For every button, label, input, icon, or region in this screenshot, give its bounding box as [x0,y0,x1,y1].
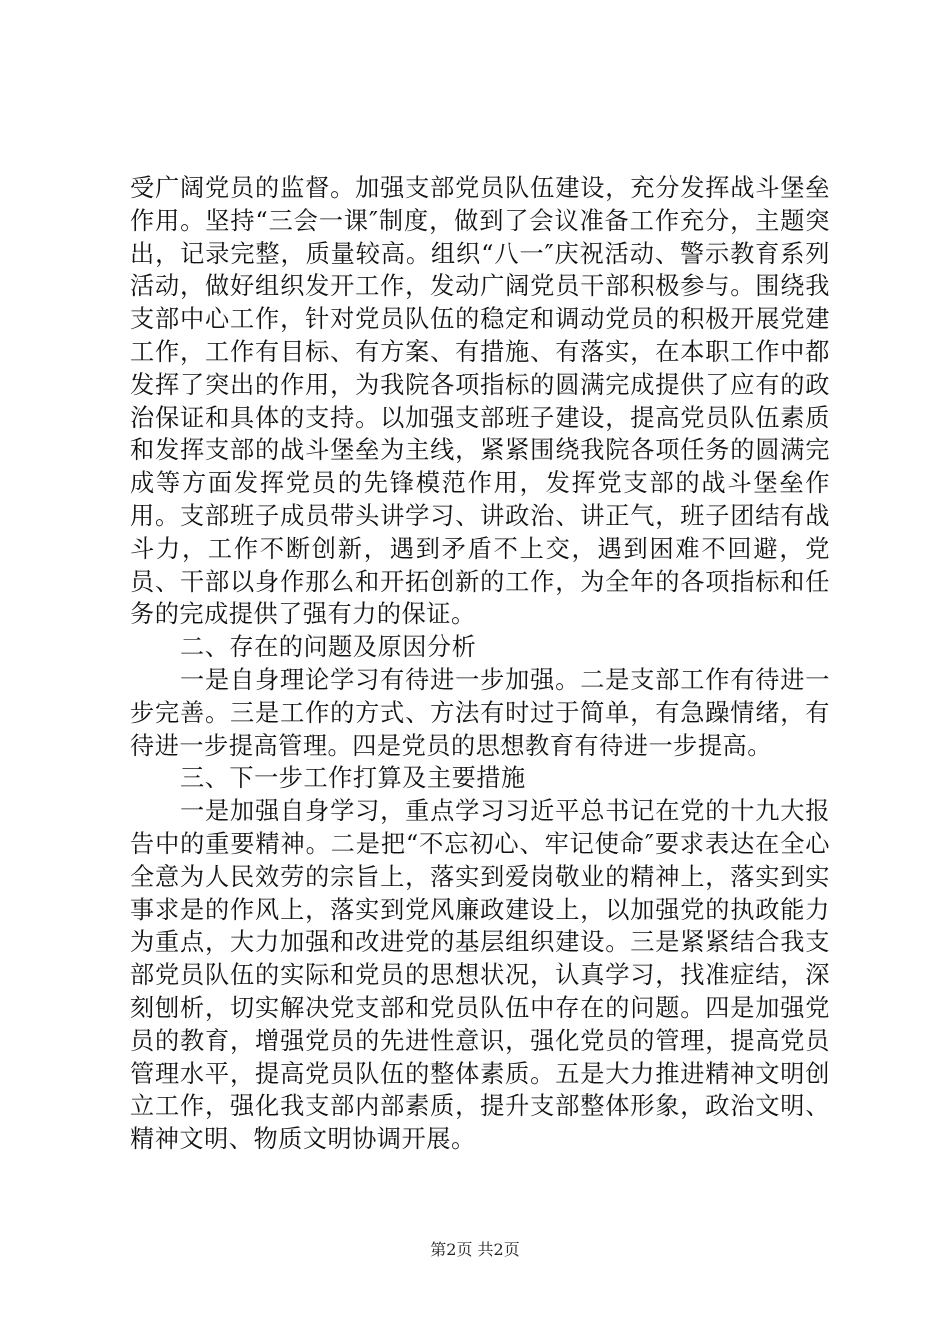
paragraph-continued-achievements: 受广阔党员的监督。加强支部党员队伍建设，充分发挥战斗堡垒作用。坚持“三会一课″制度，做到了会议准备工作充分，主题突出，记录完整，质量较高。组织“八一″庆祝活动、警示教育系列活动，做好组织发开工作，发动广阔党员干部积极参与。围绕我支部中心工作，针对党员队伍的稳定和调动党员的积极开展党建工作，工作有目标、有方案、有措施、有落实，在本职工作中都发挥了突出的作用，为我院各项指标的圆满完成提供了应有的政治保证和具体的支持。以加强支部班子建设，提高党员队伍素质和发挥支部的战斗堡垒为主线，紧紧围绕我院各项任务的圆满完成等方面发挥党员的先锋模范作用，发挥党支部的战斗堡垒作用。支部班子成员带头讲学习、讲政治、讲正气，班子团结有战斗力，工作不断创新，遇到矛盾不上交，遇到困难不回避，党员、干部以身作那么和开拓创新的工作，为全年的各项指标和任务的完成提供了强有力的保证。 [130,174,830,629]
section-heading-problems: 二、存在的问题及原因分析 [180,633,477,662]
page-number-footer: 第2页 共2页 [430,1240,520,1259]
paragraph-problems: 一是自身理论学习有待进一步加强。二是支部工作有待进一步完善。三是工作的方式、方法有时过于简单，有急躁情绪，有待进一步提高管理。四是党员的思想教育有待进一步提高。 [130,665,830,760]
paragraph-next-steps: 一是加强自身学习，重点学习习近平总书记在党的十九大报告中的重要精神。二是把“不忘初心、牢记使命″要求表达在全心全意为人民效劳的宗旨上，落实到爱岗敬业的精神上，落实到实事求是的作风上，落实到党风廉政建设上，以加强党的执政能力为重点，大力加强和改进党的基层组织建设。三是紧紧结合我支部党员队伍的实际和党员的思想状况，认真学习，找准症结，深刻刨析，切实解决党支部和党员队伍中存在的问题。四是加强党员的教育，增强党员的先进性意识，强化党员的管理，提高党员管理水平，提高党员队伍的整体素质。五是大力推进精神文明创立工作，强化我支部内部素质，提升支部整体形象，政治文明、精神文明、物质文明协调开展。 [130,797,830,1154]
section-heading-next-steps: 三、下一步工作打算及主要措施 [180,764,526,793]
document-body [130,172,830,1156]
